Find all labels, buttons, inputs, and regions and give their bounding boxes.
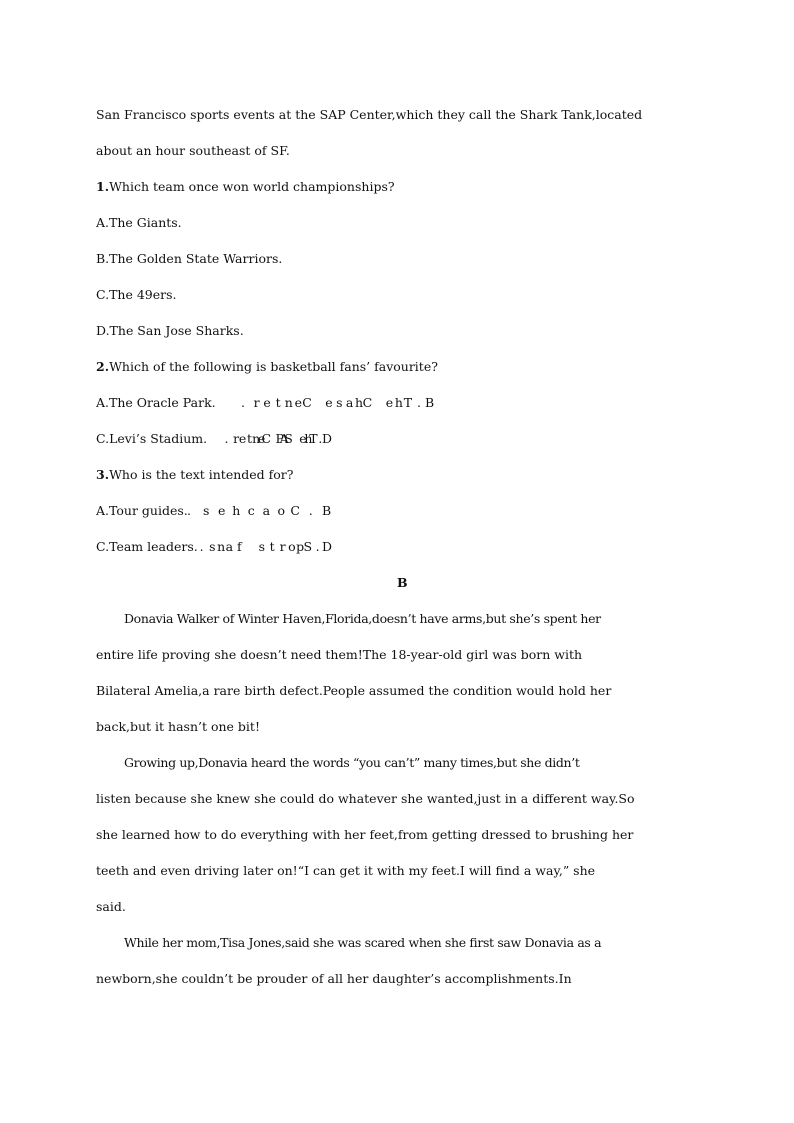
paragraph-line: While her mom,Tisa Jones,said she was scared when she first saw Donavia as a [124, 935, 602, 950]
paragraph-line: Growing up,Donavia heard the words “you can’t” many times,but she didn’t [124, 755, 580, 770]
option-2c: C.Levi’s Stadium. [96, 431, 208, 446]
paragraph-line: she learned how to do everything with her feet,from getting dressed to brushing her [96, 827, 634, 842]
option-3a: A.Tour guides. [96, 503, 188, 518]
question-1 [96, 179, 696, 195]
paragraph-line: entire life proving she doesn’t need them!The 18-year-old girl was born with [96, 647, 583, 662]
question-text: Which team once won world championships? [109, 179, 395, 194]
option-2a: A.The Oracle Park. [96, 395, 216, 410]
question-text: Which of the following is basketball fans’ favourite? [109, 359, 438, 374]
option-3c: C.Team leaders. [96, 539, 198, 554]
question-text: Who is the text intended for? [109, 467, 294, 482]
paragraph-line: said. [96, 899, 126, 914]
passage-text-line: San Francisco sports events at the SAP Center,which they call the Shark Tank,located [96, 107, 643, 122]
option-1c: C.The 49ers. [96, 287, 177, 302]
paragraph-line: Bilateral Amelia,a rare birth defect.People assumed the condition would hold her [96, 683, 612, 698]
paragraph-line: Donavia Walker of Winter Haven,Florida,doesn’t have arms,but she’s spent her [124, 611, 601, 626]
option-1a: A.The Giants. [96, 215, 182, 230]
question-number: 2. [96, 359, 110, 374]
option-2d [322, 431, 794, 447]
question-number: 3. [96, 467, 110, 482]
passage-text-line: about an hour southeast of SF. [96, 143, 290, 158]
option-3b [322, 503, 794, 519]
option-1d: D.The San Jose Sharks. [96, 323, 244, 338]
paragraph-line: listen because she knew she could do whatever she wanted,just in a different way.So [96, 791, 635, 806]
option-3d [322, 539, 794, 555]
question-2 [96, 359, 696, 375]
question-3 [96, 467, 696, 483]
section-heading [0, 575, 794, 591]
paragraph-line: teeth and even driving later on!“I can get it with my feet.I will find a way,” she [96, 863, 596, 878]
paragraph-line: back,but it hasn’t one bit! [96, 719, 260, 734]
option-1b: B.The Golden State Warriors. [96, 251, 283, 266]
option-2b [425, 395, 794, 411]
paragraph-line: newborn,she couldn’t be prouder of all her daughter’s accomplishments.In [96, 971, 572, 986]
question-number: 1. [96, 179, 110, 194]
